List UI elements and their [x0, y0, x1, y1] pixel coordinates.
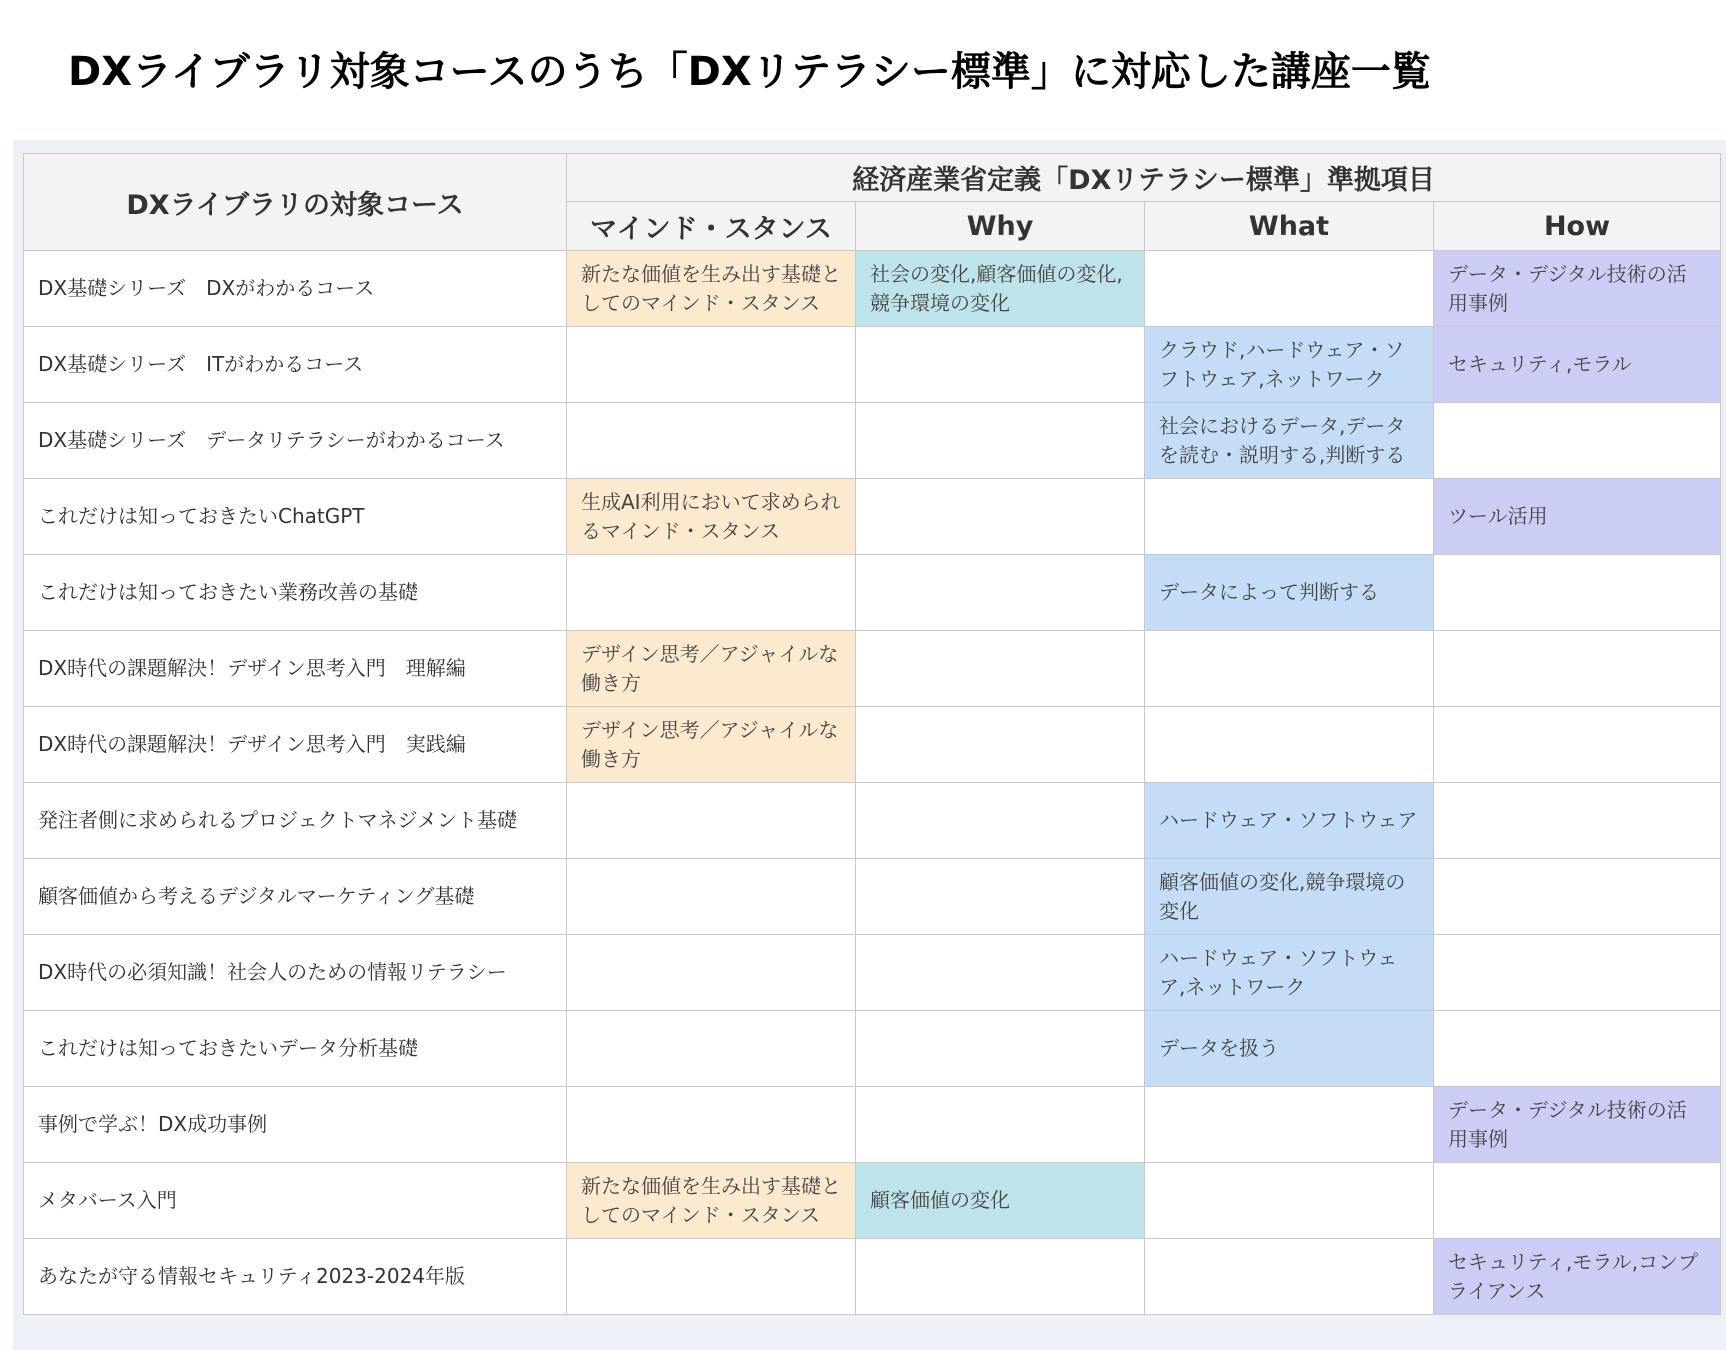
what-cell — [1145, 1087, 1434, 1163]
how-cell: ツール活用 — [1434, 479, 1721, 555]
mind-cell — [567, 327, 856, 403]
course-name-cell: DX基礎シリーズ DXがわかるコース — [24, 251, 567, 327]
how-cell — [1434, 403, 1721, 479]
course-name-cell: これだけは知っておきたいデータ分析基礎 — [24, 1011, 567, 1087]
course-name-cell: DX基礎シリーズ データリテラシーがわかるコース — [24, 403, 567, 479]
how-cell — [1434, 859, 1721, 935]
how-cell — [1434, 707, 1721, 783]
table-row — [24, 327, 1721, 403]
how-cell — [1434, 1163, 1721, 1239]
why-cell — [856, 403, 1145, 479]
table-row — [24, 1011, 1721, 1087]
course-name-cell: これだけは知っておきたいChatGPT — [24, 479, 567, 555]
what-cell — [1145, 707, 1434, 783]
why-header: Why — [856, 202, 1145, 251]
mind-cell — [567, 1087, 856, 1163]
mind-cell — [567, 555, 856, 631]
table-row — [24, 1239, 1721, 1315]
why-cell — [856, 1239, 1145, 1315]
how-cell: データ・デジタル技術の活用事例 — [1434, 1087, 1721, 1163]
table-row — [24, 479, 1721, 555]
standard-group-header: 経済産業省定義「DXリテラシー標準」準拠項目 — [567, 154, 1721, 202]
table-row — [24, 555, 1721, 631]
how-header: How — [1434, 202, 1721, 251]
course-name-cell: あなたが守る情報セキュリティ2023-2024年版 — [24, 1239, 567, 1315]
table-row — [24, 403, 1721, 479]
table-row — [24, 1087, 1721, 1163]
table-row — [24, 783, 1721, 859]
table-row — [24, 631, 1721, 707]
how-cell — [1434, 631, 1721, 707]
table-row — [24, 1163, 1721, 1239]
why-cell — [856, 631, 1145, 707]
how-cell — [1434, 935, 1721, 1011]
mind-stance-header: マインド・スタンス — [567, 202, 856, 251]
course-name-cell: DX時代の必須知識！社会人のための情報リテラシー — [24, 935, 567, 1011]
what-cell: データを扱う — [1145, 1011, 1434, 1087]
how-cell — [1434, 555, 1721, 631]
course-name-cell: これだけは知っておきたい業務改善の基礎 — [24, 555, 567, 631]
course-name-cell: DX時代の課題解決！デザイン思考入門 実践編 — [24, 707, 567, 783]
why-cell: 顧客価値の変化 — [856, 1163, 1145, 1239]
what-cell: クラウド,ハードウェア・ソフトウェア,ネットワーク — [1145, 327, 1434, 403]
page-title: DXライブラリ対象コースのうち「DXリテラシー標準」に対応した講座一覧 — [68, 49, 1431, 95]
mind-cell — [567, 403, 856, 479]
table-row — [24, 707, 1721, 783]
mind-cell — [567, 1011, 856, 1087]
mind-cell: デザイン思考／アジャイルな働き方 — [567, 631, 856, 707]
why-cell: 社会の変化,顧客価値の変化,競争環境の変化 — [856, 251, 1145, 327]
what-header: What — [1145, 202, 1434, 251]
what-cell: 顧客価値の変化,競争環境の変化 — [1145, 859, 1434, 935]
what-cell — [1145, 631, 1434, 707]
why-cell — [856, 327, 1145, 403]
course-table — [23, 153, 1721, 1315]
what-cell — [1145, 1239, 1434, 1315]
why-cell — [856, 859, 1145, 935]
table-row — [24, 859, 1721, 935]
why-cell — [856, 707, 1145, 783]
course-name-cell: 事例で学ぶ！DX成功事例 — [24, 1087, 567, 1163]
how-cell — [1434, 783, 1721, 859]
course-name-cell: メタバース入門 — [24, 1163, 567, 1239]
why-cell — [856, 555, 1145, 631]
mind-cell: 新たな価値を生み出す基礎としてのマインド・スタンス — [567, 251, 856, 327]
what-cell: 社会におけるデータ,データを読む・説明する,判断する — [1145, 403, 1434, 479]
course-name-cell: DX基礎シリーズ ITがわかるコース — [24, 327, 567, 403]
table-body — [24, 251, 1721, 1315]
course-name-cell: 顧客価値から考えるデジタルマーケティング基礎 — [24, 859, 567, 935]
how-cell: データ・デジタル技術の活用事例 — [1434, 251, 1721, 327]
what-cell: ハードウェア・ソフトウェア — [1145, 783, 1434, 859]
course-name-cell: DX時代の課題解決！デザイン思考入門 理解編 — [24, 631, 567, 707]
course-column-header: DXライブラリの対象コース — [24, 154, 567, 251]
mind-cell — [567, 935, 856, 1011]
why-cell — [856, 935, 1145, 1011]
what-cell: データによって判断する — [1145, 555, 1434, 631]
what-cell — [1145, 479, 1434, 555]
table-row — [24, 251, 1721, 327]
what-cell — [1145, 251, 1434, 327]
mind-cell — [567, 783, 856, 859]
mind-cell — [567, 859, 856, 935]
why-cell — [856, 479, 1145, 555]
course-name-cell: 発注者側に求められるプロジェクトマネジメント基礎 — [24, 783, 567, 859]
table-frame — [13, 140, 1726, 1350]
why-cell — [856, 783, 1145, 859]
how-cell — [1434, 1011, 1721, 1087]
mind-cell: デザイン思考／アジャイルな働き方 — [567, 707, 856, 783]
mind-cell: 新たな価値を生み出す基礎としてのマインド・スタンス — [567, 1163, 856, 1239]
what-cell: ハードウェア・ソフトウェア,ネットワーク — [1145, 935, 1434, 1011]
why-cell — [856, 1011, 1145, 1087]
how-cell: セキュリティ,モラル,コンプライアンス — [1434, 1239, 1721, 1315]
table-row — [24, 935, 1721, 1011]
how-cell: セキュリティ,モラル — [1434, 327, 1721, 403]
mind-cell — [567, 1239, 856, 1315]
mind-cell: 生成AI利用において求められるマインド・スタンス — [567, 479, 856, 555]
why-cell — [856, 1087, 1145, 1163]
what-cell — [1145, 1163, 1434, 1239]
